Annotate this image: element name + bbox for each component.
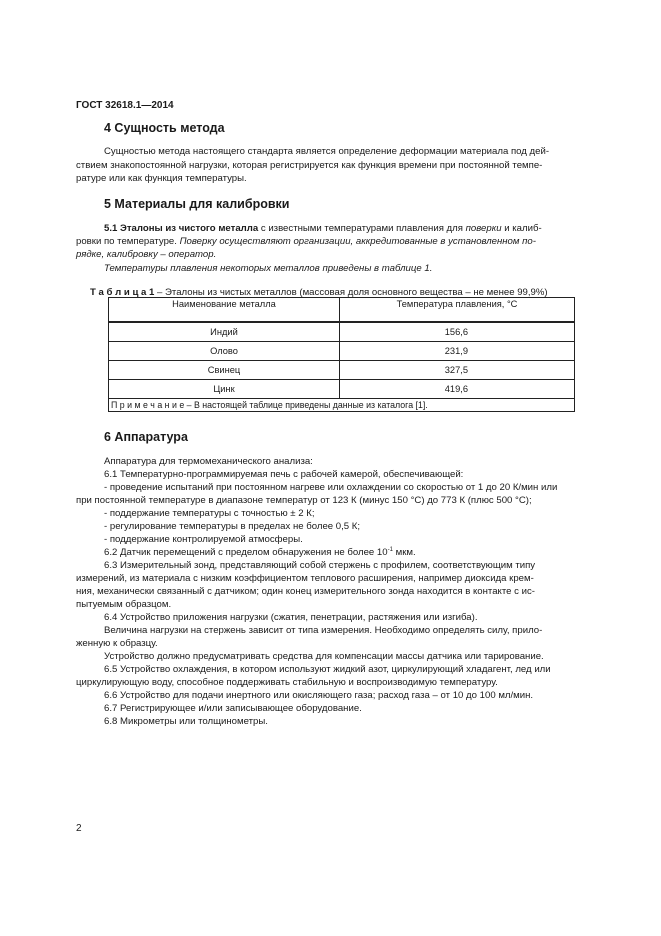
- s5-p1-line-1: [104, 222, 542, 236]
- melting-temp: 156,6: [340, 322, 575, 342]
- table-note-row: [109, 399, 575, 412]
- s6-line: - поддержание контролируемой атмосферы.: [104, 534, 303, 545]
- s6-line: 6.1 Температурно-программируемая печь с рабочей камерой, обеспечивающей:: [104, 469, 464, 480]
- s5-p1-line2-it: Поверку осуществляют организации, аккредитованные в установленном по-: [179, 236, 536, 247]
- col-header-metal: Наименование металла: [109, 298, 340, 323]
- table-caption-text: – Эталоны из чистых металлов (массовая доля основного вещества – не менее 99,9%): [154, 287, 548, 298]
- s6-line: 6.6 Устройство для подачи инертного или окисляющего газа; расход газа – от 10 до 100 мл/мин.: [104, 690, 534, 701]
- s6-line: - поддержание температуры с точностью ± 2 К;: [104, 508, 315, 519]
- standard-header: ГОСТ 32618.1—2014: [76, 100, 174, 111]
- table-caption-label: Т а б л и ц а 1: [90, 287, 155, 298]
- s5-p1-a: с известными температурами плавления для: [258, 223, 466, 234]
- s6-line: ния, механически связанный с датчиком; один конец измерительного зонда находится в контакте с ис-: [76, 586, 535, 597]
- s5-p1-c: и калиб-: [501, 223, 542, 234]
- s6-line: Аппаратура для термомеханического анализа:: [104, 456, 313, 467]
- s6-line: женную к образцу.: [76, 638, 158, 649]
- metal-name: Индий: [109, 322, 340, 342]
- s6-line: 6.5 Устройство охлаждения, в котором используют жидкий азот, циркулирующий хладагент, лед или: [104, 664, 551, 675]
- melting-temp: 327,5: [340, 361, 575, 380]
- s6-line: 6.7 Регистрирующее и/или записывающее оборудование.: [104, 703, 362, 714]
- table-row: [109, 322, 575, 342]
- s6-line: - проведение испытаний при постоянном нагреве или охлаждении со скоростью от 1 до 20 К/мин или: [104, 482, 558, 493]
- s4-line-3: ратуре или как функция температуры.: [76, 173, 247, 184]
- col-header-temp: Температура плавления, °С: [340, 298, 575, 323]
- metal-name: Олово: [109, 342, 340, 361]
- s6-line: при постоянной температуре в диапазоне температур от 123 К (минус 150 °С) до 773 К (плюс 500 °С);: [76, 495, 532, 506]
- s6-line: циркулирующую воду, способное поддерживать стабильную и воспроизводимую температуру.: [76, 677, 498, 688]
- s6-line-6-2: [104, 546, 416, 560]
- s6-6-2-text: 6.2 Датчик перемещений с пределом обнаружения не более 10: [104, 547, 388, 558]
- metals-table: [108, 297, 575, 412]
- s5-p2: Температуры плавления некоторых металлов приведены в таблице 1.: [104, 263, 433, 274]
- s6-6-2-exp: -1: [387, 546, 393, 553]
- section-4-title: 4 Сущность метода: [104, 121, 225, 135]
- table-header-row: [109, 298, 575, 323]
- s5-p1-bold: Эталоны из чистого металла: [120, 223, 259, 234]
- s5-p1-num: 5.1: [104, 223, 118, 234]
- s5-p1-it: поверки: [465, 223, 502, 234]
- s6-line: 6.4 Устройство приложения нагрузки (сжатия, пенетрации, растяжения или изгиба).: [104, 612, 478, 623]
- s6-line: 6.3 Измерительный зонд, представляющий собой стержень с профилем, соответствующим типу: [104, 560, 536, 571]
- metal-name: Свинец: [109, 361, 340, 380]
- table-note: П р и м е ч а н и е – В настоящей таблице приведены данные из каталога [1].: [109, 399, 575, 412]
- s6-line: пытуемым образцом.: [76, 599, 172, 610]
- s6-line: - регулирование температуры в пределах не более 0,5 К;: [104, 521, 361, 532]
- melting-temp: 231,9: [340, 342, 575, 361]
- s5-p1-line2-a: ровки по температуре.: [76, 236, 180, 247]
- s6-6-2-tail: мкм.: [392, 547, 416, 558]
- s5-p1-line-2: [76, 235, 536, 249]
- s4-line-2: ствием знакопостоянной нагрузки, которая регистрируется как функция времени при постоянной темпе-: [76, 160, 543, 171]
- s6-line: измерений, из материала с низким коэффициентом теплового расширения, например диоксида крем-: [76, 573, 534, 584]
- metal-name: Цинк: [109, 380, 340, 399]
- s4-line-1: Сущностью метода настоящего стандарта является определение деформации материала под дей-: [104, 146, 550, 157]
- s6-line: Величина нагрузки на стержень зависит от типа измерения. Необходимо определять силу, прило-: [104, 625, 543, 636]
- s6-line: 6.8 Микрометры или толщинометры.: [104, 716, 268, 727]
- s5-p1-line-3: рядке, калибровку – оператор.: [76, 249, 217, 260]
- page-number: 2: [76, 823, 82, 834]
- section-5-title: 5 Материалы для калибровки: [104, 197, 290, 211]
- s6-line: Устройство должно предусматривать средства для компенсации массы датчика или тарирование.: [104, 651, 544, 662]
- table-row: [109, 342, 575, 361]
- table-row: [109, 361, 575, 380]
- melting-temp: 419,6: [340, 380, 575, 399]
- table-row: [109, 380, 575, 399]
- section-6-title: 6 Аппаратура: [104, 430, 188, 444]
